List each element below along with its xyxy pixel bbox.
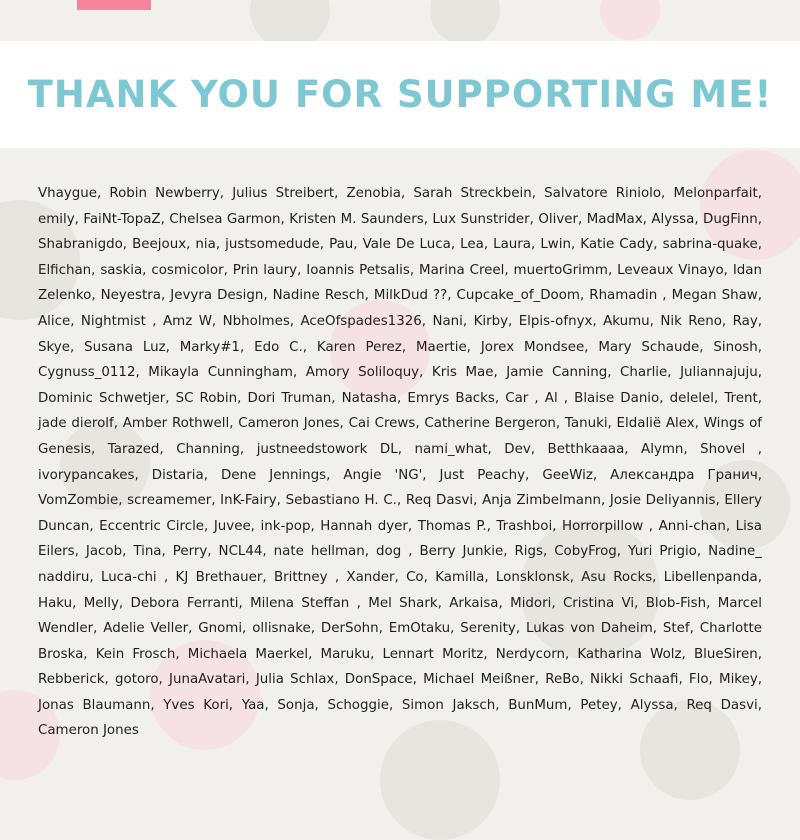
page-title: THANK YOU FOR SUPPORTING ME! <box>27 73 773 116</box>
top-strip <box>0 0 800 41</box>
pink-accent-tab <box>77 0 151 10</box>
heading-banner <box>0 41 800 148</box>
supporters-list: Vhaygue, Robin Newberry, Julius Streibert, Zenobia, Sarah Streckbein, Salvatore Riniolo, Melonparfait, emily, FaiNt-TopaZ, Chelsea Garmon, Kristen M. Saunders, Lux Sunstrider, Oliver, MadMax, Alyssa, DugFinn, Shabranigdo, Beejoux, nia, justsomedude, Pau, Vale De Luca, Lea, Laura, Lwin, Katie Cady, sabrina-quake, Elfichan, saskia, cosmicolor, Prin laury, Ioannis Petsalis, Marina Creel, muertoGrimm, Leveaux Vinayo, Idan Zelenko, Neyestra, Jevyra Design, Nadine Resch, MilkDud ??, Cupcake_of_Doom, Rhamadin , Megan Shaw, Alice, Nightmist , Amz W, Nbholmes, AceOfspades1326, Nani, Kirby, Elpis-ofnyx, Akumu, Nik Reno, Ray, Skye, Susana Luz, Marky#1, Edo C., Karen Perez, Maertie, Jorex Mondsee, Mary Schaude, Sinosh, Cygnuss_0112, Mikayla Cunningham, Amory Soliloquy, Kris Mae, Jamie Canning, Charlie, Juliannajuju, Dominic Schwetjer, SC Robin, Dori Truman, Natasha, Emrys Backs, Car , Al , Blaise Danio, delelel, Trent, jade dierolf, Amber Rothwell, Cameron Jones, Cai Crews, Catherine Bergeron, Tanuki, Eldalië Alex, Wings of Genesis, Tarazed, Channing, justneedstowork DL, nami_what, Dev, Betthkaaaa, Alymn, Shovel , ivorypancakes, Distaria, Dene Jennings, Angie 'NG', Just Peachy, GeeWiz, Александра Гранич, VomZombie, screamemer, InK-Fairy, Sebastiano H. C., Req Dasvi, Anja Zimbelmann, Josie Deliyannis, Ellery Duncan, Eccentric Circle, Juvee, ink-pop, Hannah dyer, Thomas P., Trashboi, Horrorpillow , Anni-chan, Lisa Eilers, Jacob, Tina, Perry, NCL44, nate hellman, dog , Berry Junkie, Rigs, CobyFrog, Yuri Prigio, Nadine_ naddiru, Luca-chi , KJ Brethauer, Brittney , Xander, Co, Kamilla, Lonsklonsk, Asu Rocks, Libellenpanda, Haku, Melly, Debora Ferranti, Milena Steffan , Mel Shark, Arkaisa, Midori, Cristina Vi, Blob-Fish, Marcel Wendler, Adelie Veller, Gnomi, ollisnake, DerSohn, EmOtaku, Serenity, Lukas von Daheim, Stef, Charlotte Broska, Kein Frosch, Michaela Maerkel, Maruku, Lennart Moritz, Nerdycorn, Katharina Wolz, BlueSiren, Rebberick, gotoro, JunaAvatari, Julia Schlax, DonSpace, Michael Meißner, ReBo, Nikki Schaafi, Flo, Mikey, Jonas Blaumann, Yves Kori, Yaa, Sonja, Schoggie, Simon Jaksch, BunMum, Petey, Alyssa, Req Dasvi, Cameron Jones <box>38 186 762 739</box>
